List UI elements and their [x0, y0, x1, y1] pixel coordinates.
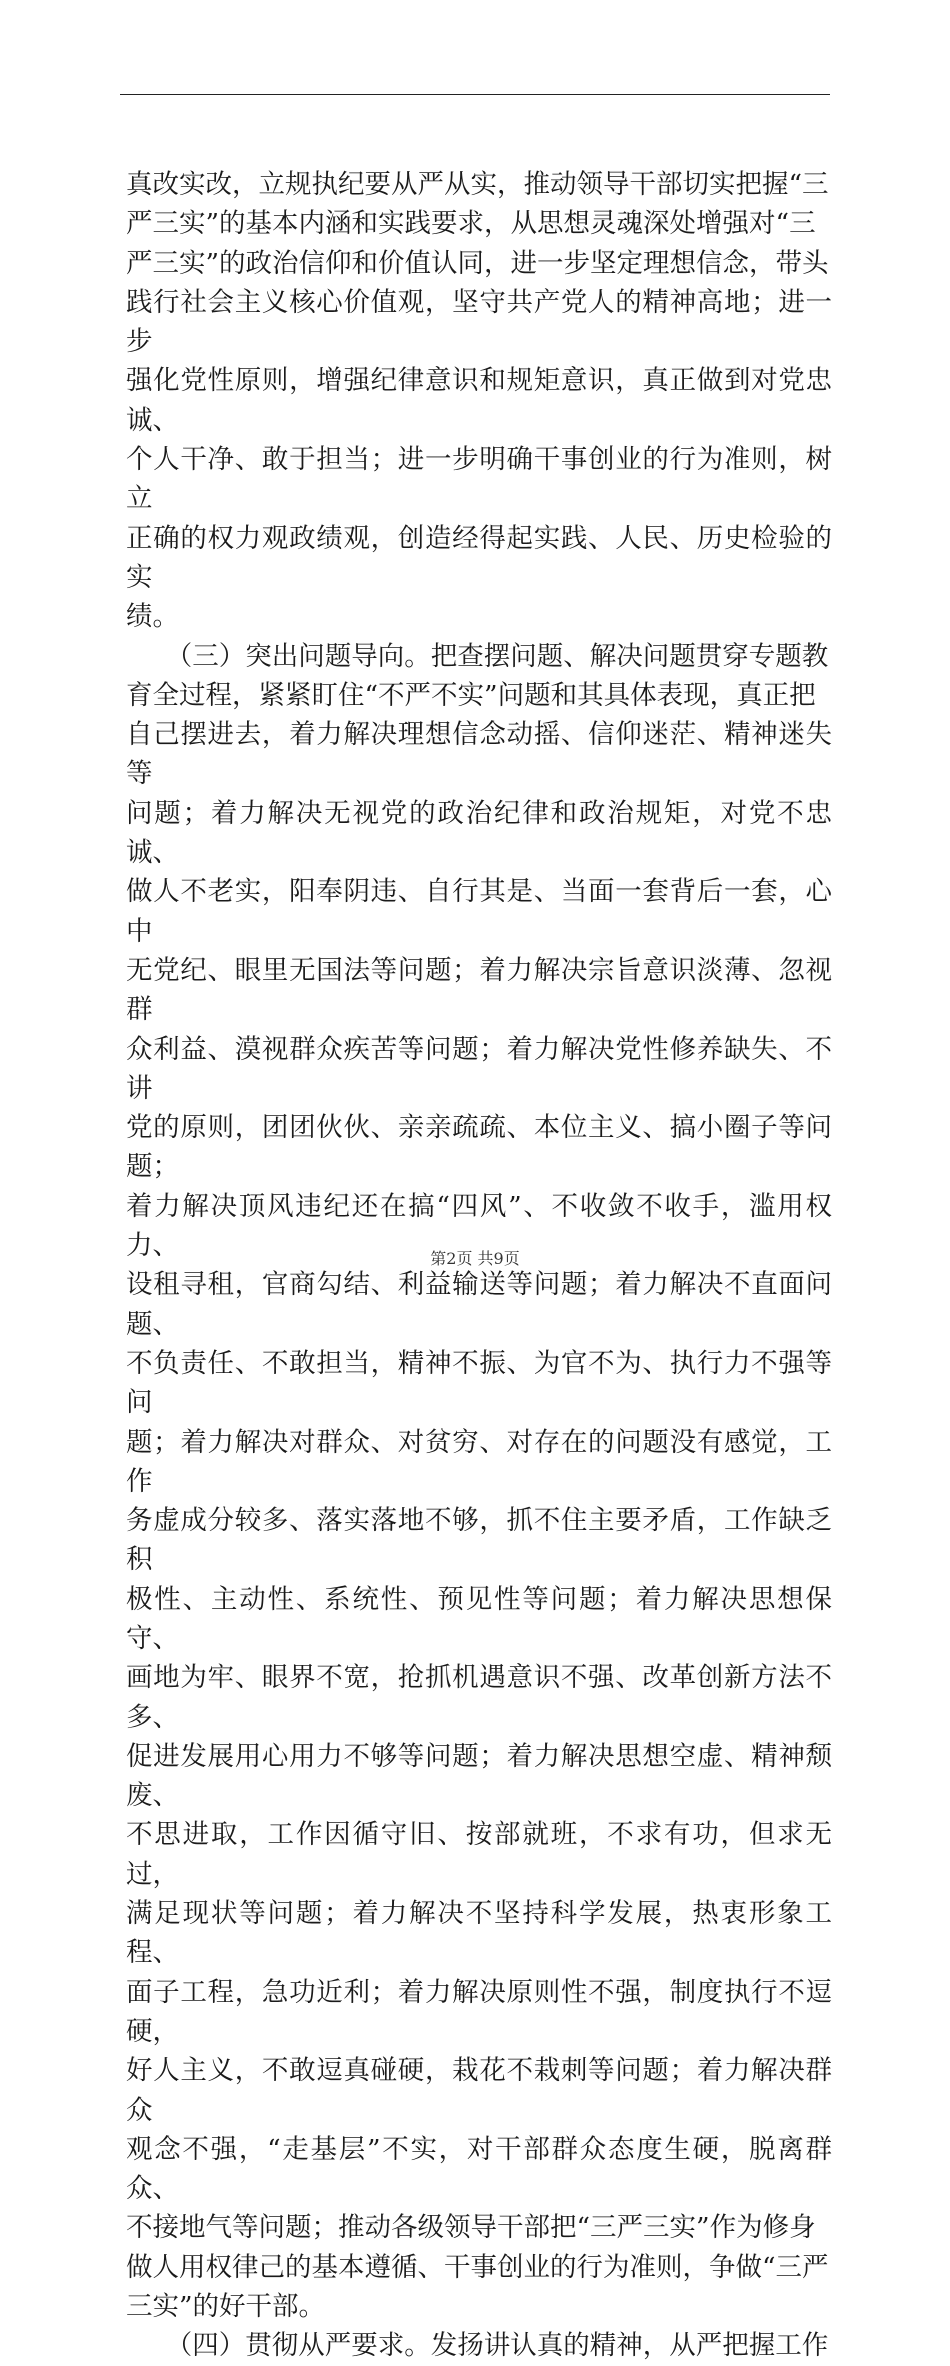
- text-line: 好人主义，不敢逗真碰硬，栽花不栽刺等问题；着力解决群众: [126, 2055, 832, 2126]
- text-line: 极性、主动性、系统性、预见性等问题；着力解决思想保守、: [126, 1583, 832, 1654]
- text-line: 面子工程，急功近利；着力解决原则性不强，制度执行不逗硬，: [126, 1976, 832, 2047]
- text-line: 严三实”的基本内涵和实践要求，从思想灵魂深处增强对“三: [126, 208, 816, 240]
- text-line: 三实”的好干部。: [126, 2291, 326, 2323]
- text-line: 自己摆进去，着力解决理想信念动摇、信仰迷茫、精神迷失等: [126, 719, 832, 790]
- header-rule: [120, 94, 830, 95]
- text-line: 观念不强，“走基层”不实，对干部群众态度生硬，脱离群众、: [126, 2133, 832, 2205]
- text-line: 真改实改，立规执纪要从严从实，推动领导干部切实把握“三: [126, 169, 829, 200]
- text-line: （三）突出问题导向。把查摆问题、解决问题贯穿专题教: [126, 640, 829, 672]
- page-number-footer: 第2页 共9页: [430, 1249, 520, 1268]
- text-line: 众利益、漠视群众疾苦等问题；着力解决党性修养缺失、不讲: [126, 1033, 832, 1104]
- text-line: 党的原则，团团伙伙、亲亲疏疏、本位主义、搞小圈子等问题；: [126, 1112, 832, 1183]
- text-line: 满足现状等问题；着力解决不坚持科学发展，热衷形象工程、: [126, 1898, 832, 1969]
- text-line: 做人用权律己的基本遵循、干事创业的行为准则，争做“三严: [126, 2251, 829, 2283]
- text-line: 强化党性原则，增强纪律意识和规矩意识，真正做到对党忠诚、: [126, 365, 832, 436]
- text-line: 正确的权力观政绩观，创造经得起实践、人民、历史检验的实: [126, 522, 832, 593]
- text-line: 育全过程，紧紧盯住“不严不实”问题和其具体表现，真正把: [126, 679, 816, 711]
- text-line: 问题；着力解决无视党的政治纪律和政治规矩，对党不忠诚、: [126, 797, 832, 869]
- text-line: 践行社会主义核心价值观，坚守共产党人的精神高地；进一步: [126, 286, 832, 358]
- text-line: 不思进取，工作因循守旧、按部就班，不求有功，但求无过，: [126, 1819, 832, 1890]
- text-line: 着力解决顶风违纪还在搞“四风”、不收敛不收手，滥用权力、: [126, 1190, 832, 1262]
- text-line: 题；着力解决对群众、对贫穷、对存在的问题没有感觉，工作: [126, 1426, 832, 1497]
- text-line: 无党纪、眼里无国法等问题；着力解决宗旨意识淡薄、忽视群: [126, 954, 832, 1026]
- text-line: 做人不老实，阳奉阴违、自行其是、当面一套背后一套，心中: [126, 876, 832, 947]
- text-line: 设租寻租，官商勾结、利益输送等问题；着力解决不直面问题、: [126, 1269, 832, 1340]
- text-line: 严三实”的政治信仰和价值认同，进一步坚定理想信念，带头: [126, 247, 829, 279]
- text-line: 绩。: [126, 601, 179, 633]
- text-line: （四）贯彻从严要求。发扬讲认真的精神，从严把握工作: [126, 2330, 829, 2362]
- text-line: 促进发展用心用力不够等问题；着力解决思想空虚、精神颓废、: [126, 1740, 832, 1812]
- text-line: 不负责任、不敢担当，精神不振、为官不为、执行力不强等问: [126, 1347, 832, 1419]
- text-line: 画地为牢、眼界不宽，抢抓机遇意识不强、改革创新方法不多、: [126, 1662, 832, 1733]
- text-line: 务虚成分较多、落实落地不够，抓不住主要矛盾，工作缺乏积: [126, 1505, 832, 1576]
- text-line: 不接地气等问题；推动各级领导干部把“三严三实”作为修身: [126, 2212, 816, 2244]
- text-line: 个人干净、敢于担当；进一步明确干事创业的行为准则，树立: [126, 444, 832, 515]
